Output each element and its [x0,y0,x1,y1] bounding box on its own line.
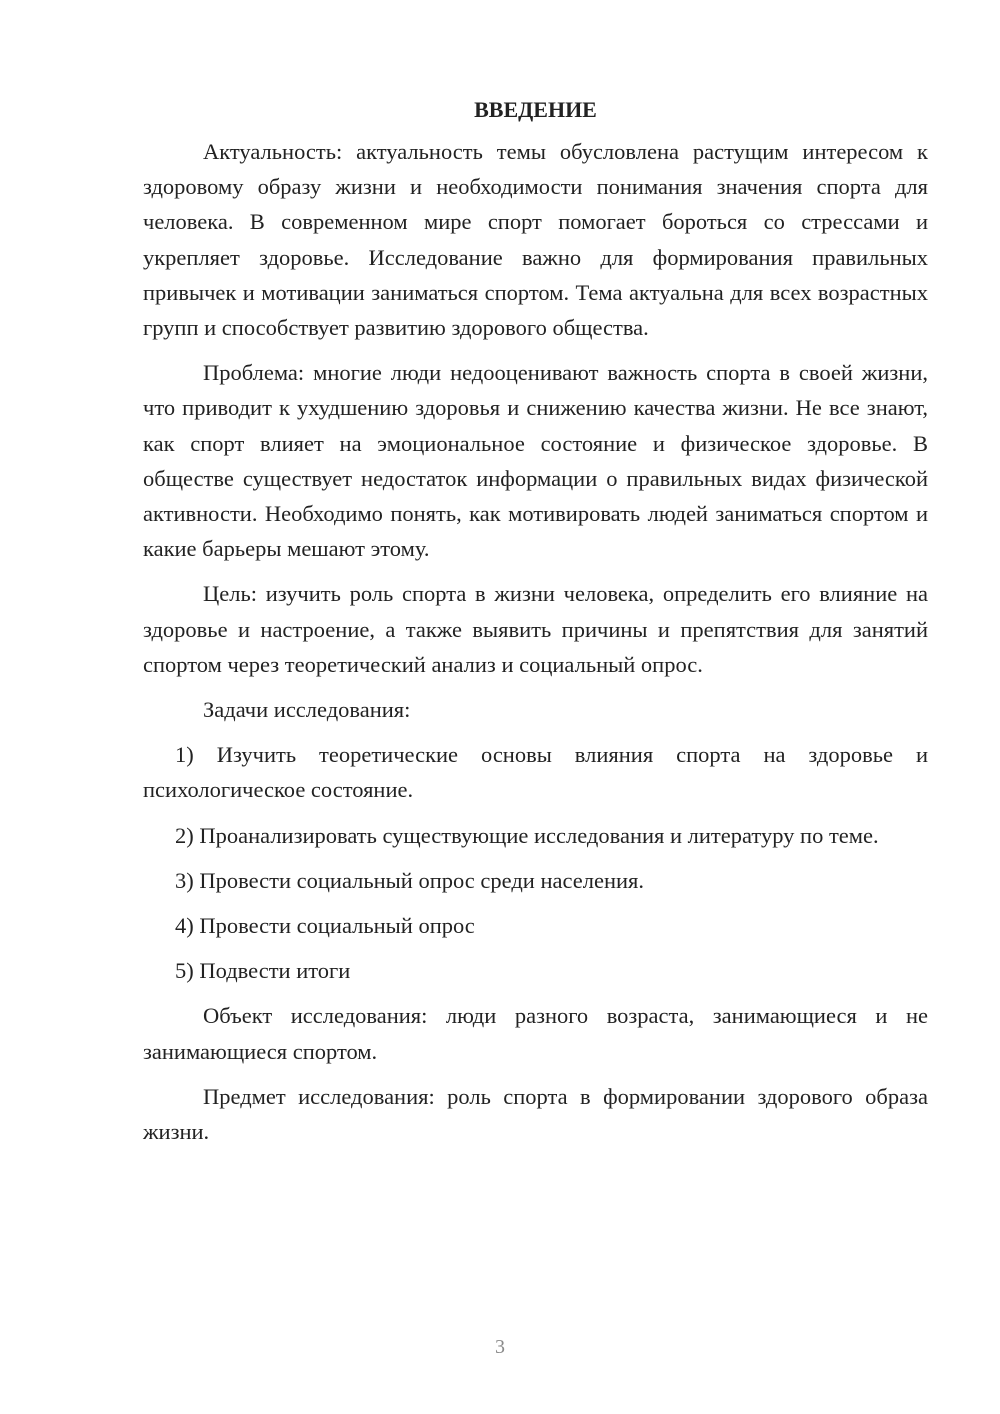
tasks-list [143,737,928,988]
page-content [143,94,928,1159]
task-item: 1) Изучить теоретические основы влияния спорта на здоровье и психологическое состояние. [143,742,928,803]
task-item: 4) Провести социальный опрос [175,913,475,939]
task-item: 5) Подвести итоги [175,958,351,984]
task-item: 3) Провести социальный опрос среди населения. [175,867,645,893]
relevance-paragraph: Актуальность: актуальность темы обусловлена растущим интересом к здоровому образу жизни и необходимости понимания значения спорта для человека. В современном мире спорт помогает бороться со стрессами и укрепляет здоровье. Исследование важно для формирования правильных привычек и мотивации заниматься спортом. Тема актуальна для всех возрастных групп и способствует развитию здорового общества. [143,139,928,341]
problem-paragraph: Проблема: многие люди недооценивают важность спорта в своей жизни, что приводит к ухудшению здоровья и снижению качества жизни. Не все знают, как спорт влияет на эмоциональное состояние и физическое здоровье. В обществе существует недостаток информации о правильных видах физической активности. Необходимо понять, как мотивировать людей заниматься спортом и какие барьеры мешают этому. [143,360,928,562]
goal-paragraph: Цель: изучить роль спорта в жизни человека, определить его влияние на здоровье и настроение, а также выявить причины и препятствия для занятий спортом через теоретический анализ и социальный опрос. [143,581,928,677]
object-paragraph: Объект исследования: люди разного возраста, занимающиеся и не занимающиеся спортом. [143,1003,928,1064]
section-heading: ВВЕДЕНИЕ [474,97,597,122]
page-number: 3 [495,1336,505,1358]
tasks-title: Задачи исследования: [203,697,411,723]
subject-paragraph: Предмет исследования: роль спорта в формировании здорового образа жизни. [143,1083,928,1145]
task-item: 2) Проанализировать существующие исследования и литературу по теме. [175,822,879,848]
